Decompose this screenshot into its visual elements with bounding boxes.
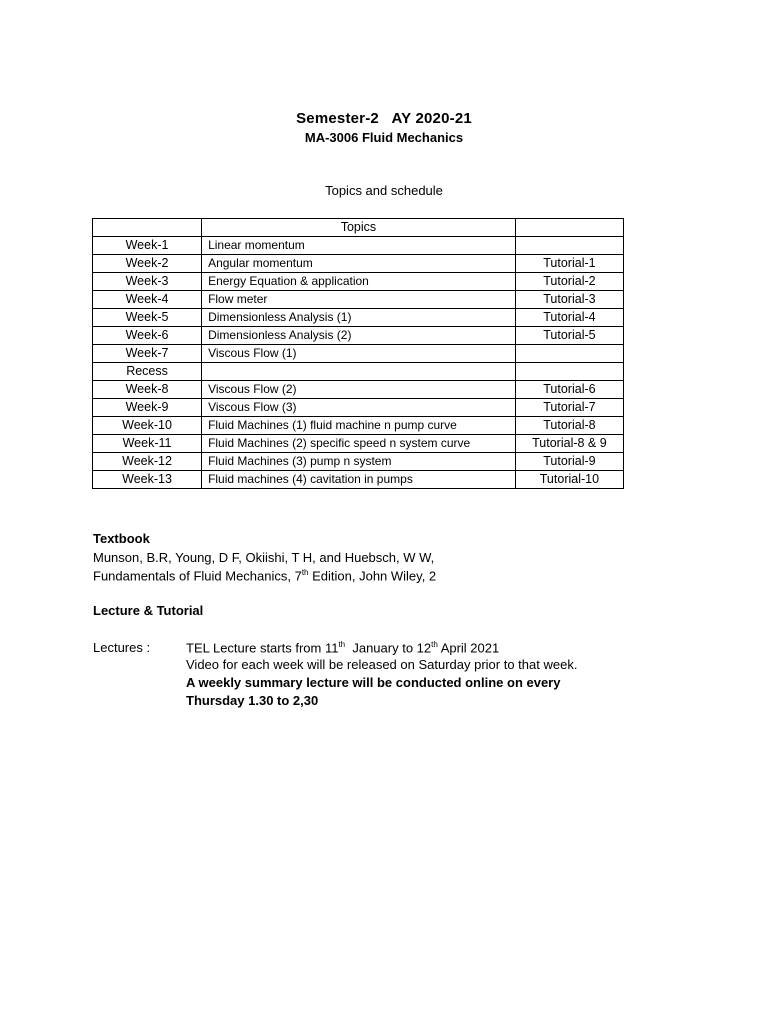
topic-cell: Viscous Flow (2) xyxy=(202,381,516,399)
topic-cell: Dimensionless Analysis (1) xyxy=(202,309,516,327)
topic-cell: Flow meter xyxy=(202,291,516,309)
textbook-authors: Munson, B.R, Young, D F, Okiishi, T H, and Huebsch, W W, xyxy=(93,550,435,565)
header-cell-tutorial xyxy=(515,219,623,237)
week-cell: Week-12 xyxy=(93,453,202,471)
lecture-summary-time: Thursday 1.30 to 2,30 xyxy=(186,693,319,708)
table-row xyxy=(93,363,624,381)
week-cell: Week-4 xyxy=(93,291,202,309)
lecture-dates-b: January to 12 xyxy=(345,640,432,656)
table-row xyxy=(93,435,624,453)
tutorial-cell: Tutorial-7 xyxy=(515,399,623,417)
tutorial-cell: Tutorial-10 xyxy=(515,471,623,489)
lecture-video-note: Video for each week will be released on Saturday prior to that week. xyxy=(186,657,578,672)
lecture-dates-sup1: th xyxy=(338,640,346,649)
tutorial-cell xyxy=(515,237,623,255)
topic-cell: Fluid Machines (3) pump n system xyxy=(202,453,516,471)
tutorial-cell xyxy=(515,363,623,381)
lecture-heading: Lecture & Tutorial xyxy=(93,603,204,618)
table-row xyxy=(93,471,624,489)
week-cell: Week-5 xyxy=(93,309,202,327)
week-cell: Week-2 xyxy=(93,255,202,273)
week-cell: Week-8 xyxy=(93,381,202,399)
topic-cell: Angular momentum xyxy=(202,255,516,273)
schedule-heading: Topics and schedule xyxy=(325,183,443,198)
topic-cell: Energy Equation & application xyxy=(202,273,516,291)
tutorial-cell: Tutorial-8 xyxy=(515,417,623,435)
schedule-table xyxy=(92,218,624,489)
topic-cell: Fluid machines (4) cavitation in pumps xyxy=(202,471,516,489)
header-cell-topics: Topics xyxy=(202,219,516,237)
tutorial-cell: Tutorial-2 xyxy=(515,273,623,291)
table-row xyxy=(93,345,624,363)
tutorial-cell: Tutorial-5 xyxy=(515,327,623,345)
table-row xyxy=(93,291,624,309)
table-row xyxy=(93,453,624,471)
week-cell: Week-6 xyxy=(93,327,202,345)
week-cell: Week-11 xyxy=(93,435,202,453)
topic-cell xyxy=(202,363,516,381)
table-row xyxy=(93,309,624,327)
week-cell: Week-10 xyxy=(93,417,202,435)
textbook-title-rest: Edition, John Wiley, 2 xyxy=(308,568,437,584)
topic-cell: Dimensionless Analysis (2) xyxy=(202,327,516,345)
textbook-title-text: Fundamentals of Fluid Mechanics, 7 xyxy=(93,568,302,584)
lecture-dates-a: TEL Lecture starts from 11 xyxy=(186,640,339,656)
textbook-title xyxy=(93,568,436,583)
course-title: MA-3006 Fluid Mechanics xyxy=(304,130,464,145)
tutorial-cell: Tutorial-4 xyxy=(515,309,623,327)
lecture-summary-note: A weekly summary lecture will be conducted online on every xyxy=(186,675,561,690)
tutorial-cell xyxy=(515,345,623,363)
week-cell: Week-1 xyxy=(93,237,202,255)
topic-cell: Viscous Flow (1) xyxy=(202,345,516,363)
tutorial-cell: Tutorial-6 xyxy=(515,381,623,399)
table-row xyxy=(93,237,624,255)
topic-cell: Linear momentum xyxy=(202,237,516,255)
header-cell-week xyxy=(93,219,202,237)
tutorial-cell: Tutorial-1 xyxy=(515,255,623,273)
week-cell: Recess xyxy=(93,363,202,381)
week-cell: Week-7 xyxy=(93,345,202,363)
week-cell: Week-13 xyxy=(93,471,202,489)
table-row xyxy=(93,255,624,273)
page-title: Semester-2 AY 2020-21 xyxy=(296,110,472,127)
topic-cell: Fluid Machines (2) specific speed n system curve xyxy=(202,435,516,453)
tutorial-cell: Tutorial-8 & 9 xyxy=(515,435,623,453)
lectures-label: Lectures : xyxy=(93,640,151,655)
week-cell: Week-9 xyxy=(93,399,202,417)
textbook-heading: Textbook xyxy=(93,531,150,546)
table-header-row xyxy=(93,219,624,237)
tutorial-cell: Tutorial-3 xyxy=(515,291,623,309)
table-row xyxy=(93,273,624,291)
table-row xyxy=(93,417,624,435)
table-row xyxy=(93,381,624,399)
week-cell: Week-3 xyxy=(93,273,202,291)
lecture-dates-c: April 2021 xyxy=(437,640,500,656)
topic-cell: Fluid Machines (1) fluid machine n pump curve xyxy=(202,417,516,435)
topic-cell: Viscous Flow (3) xyxy=(202,399,516,417)
tutorial-cell: Tutorial-9 xyxy=(515,453,623,471)
table-row xyxy=(93,399,624,417)
lecture-dates-sup2: th xyxy=(431,640,438,649)
table-row xyxy=(93,327,624,345)
lecture-dates xyxy=(186,640,499,655)
textbook-edition-sup: th xyxy=(301,568,309,577)
